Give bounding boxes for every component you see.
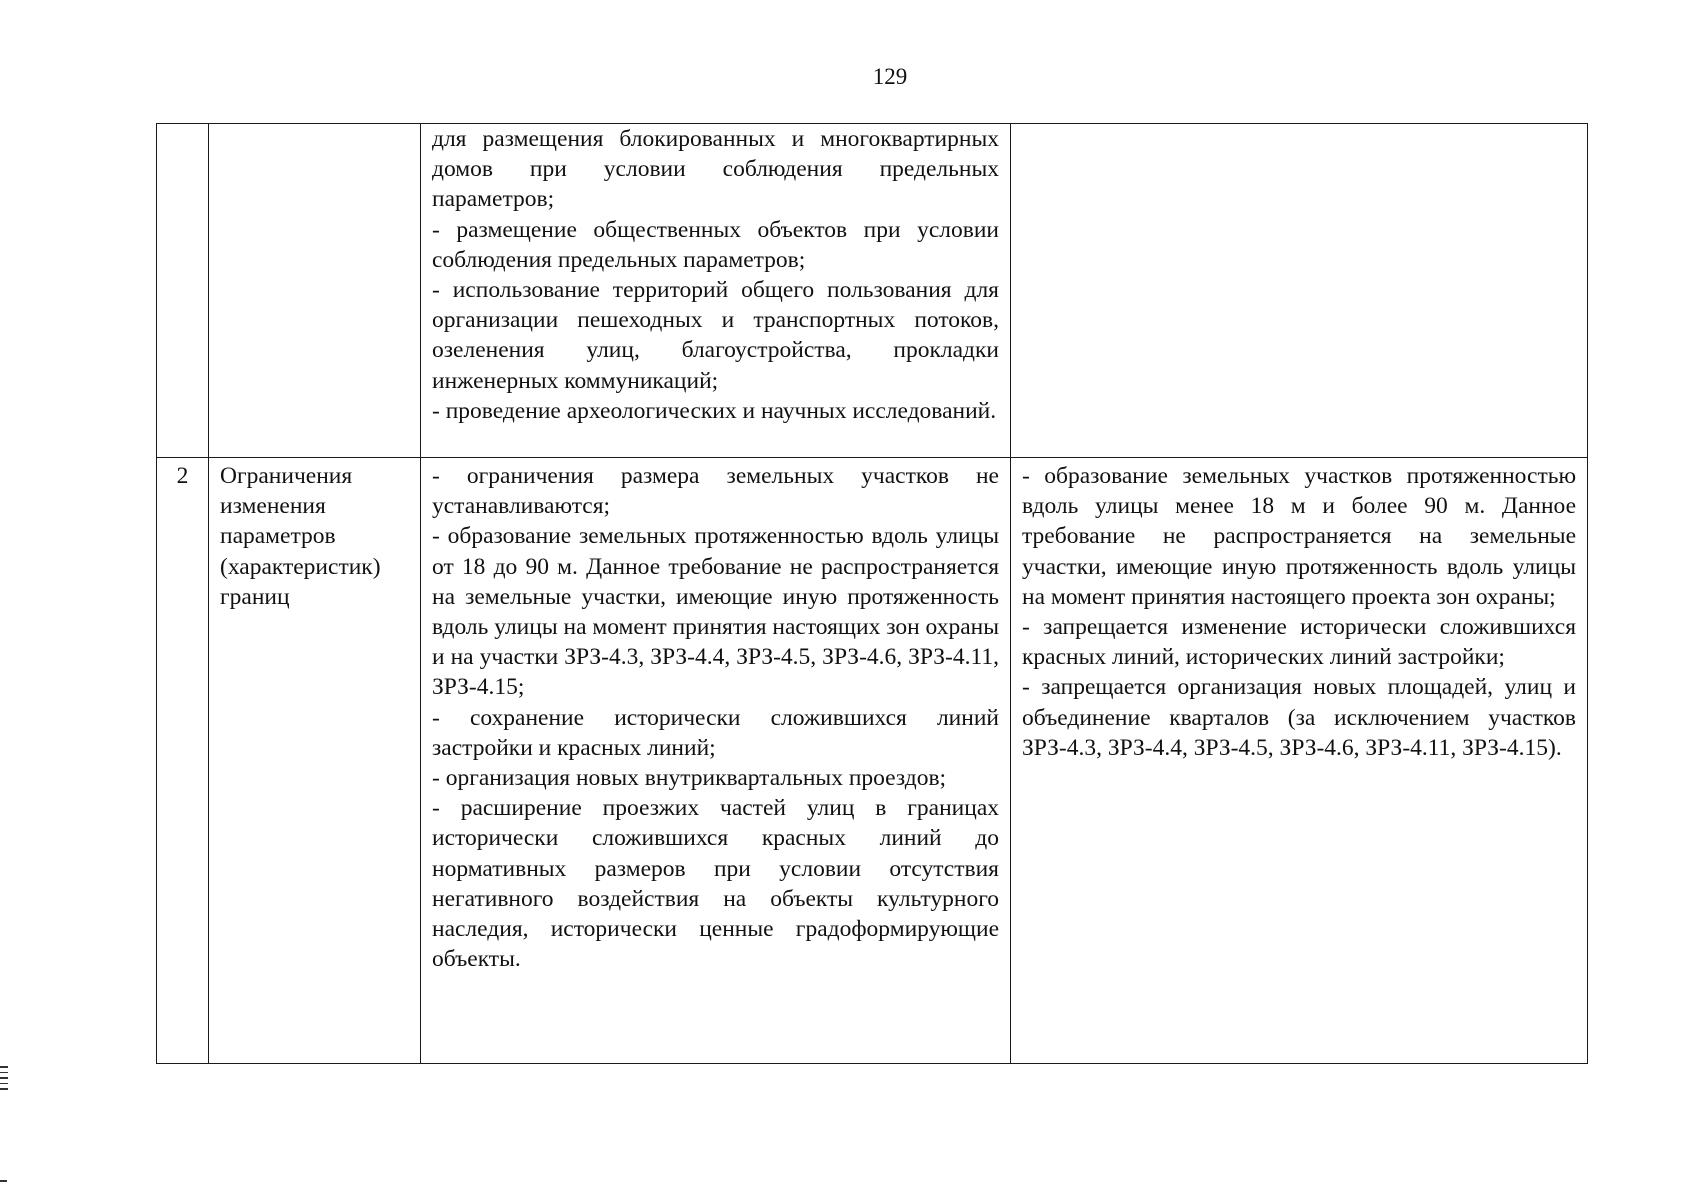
restrictions-cell xyxy=(1011,124,1588,458)
permitted-content-cell xyxy=(421,124,1011,458)
restriction-paragraph: - запрещается изменение исторически сложившихся красных линий, исторических линий застройки; xyxy=(1022,614,1576,671)
content-paragraph: - размещение общественных объектов при условии соблюдения предельных параметров; xyxy=(432,216,999,273)
page-number: 129 xyxy=(872,64,908,89)
regulations-table xyxy=(156,123,1588,1064)
content-paragraph: - ограничения размера земельных участков не устанавливаются; xyxy=(432,463,999,520)
restriction-paragraph: - запрещается организация новых площадей, улиц и объединение кварталов (за исключением участков ЗРЗ-4.3, ЗРЗ-4.4, ЗРЗ-4.5, ЗРЗ-4.6, ЗРЗ-4.11, ЗРЗ-4.15). xyxy=(1022,674,1576,761)
row-number-cell xyxy=(157,124,209,458)
row-number-cell: 2 xyxy=(157,458,209,1064)
content-paragraph: - образование земельных протяженностью вдоль улицы от 18 до 90 м. Данное требование не распространяется на земельные участки, имеющие иную протяженность вдоль улицы на момент принятия настоящих зон охраны и на участки ЗРЗ-4.3, ЗРЗ-4.4, ЗРЗ-4.5, ЗРЗ-4.6, ЗРЗ-4.11, ЗРЗ-4.15; xyxy=(432,523,999,701)
content-paragraph: - сохранение исторически сложившихся линий застройки и красных линий; xyxy=(432,704,999,761)
restriction-paragraph: - образование земельных участков протяженностью вдоль улицы менее 18 м и более 90 м. Данное требование не распространяется на земельные участки, имеющие иную протяженность вдоль улицы на момент принятия настоящего проекта зон охраны; xyxy=(1022,463,1576,610)
content-paragraph: для размещения блокированных и многоквартирных домов при условии соблюдения предельных параметров; xyxy=(432,126,999,213)
content-paragraph: - использование территорий общего пользования для организации пешеходных и транспортных потоков, озеленения улиц, благоустройства, прокладки инженерных коммуникаций; xyxy=(432,277,999,394)
table-row xyxy=(157,124,1588,458)
scan-margin-dash xyxy=(0,1180,7,1182)
table-row xyxy=(157,458,1588,1064)
permitted-content-cell xyxy=(421,458,1011,1064)
content-paragraph: - проведение археологических и научных исследований. xyxy=(432,397,997,424)
row-name-cell: Ограничения изменения параметров (характеристик) границ xyxy=(209,458,421,1064)
content-paragraph: - организация новых внутриквартальных проездов; xyxy=(432,765,947,792)
scan-margin-marks xyxy=(0,1066,8,1094)
restrictions-cell xyxy=(1011,458,1588,1064)
row-name-cell xyxy=(209,124,421,458)
content-paragraph: - расширение проезжих частей улиц в границах исторически сложившихся красных линий до нормативных размеров при условии отсутствия негативного воздействия на объекты культурного наследия, исторически ценные градоформирующие объекты. xyxy=(432,795,999,973)
